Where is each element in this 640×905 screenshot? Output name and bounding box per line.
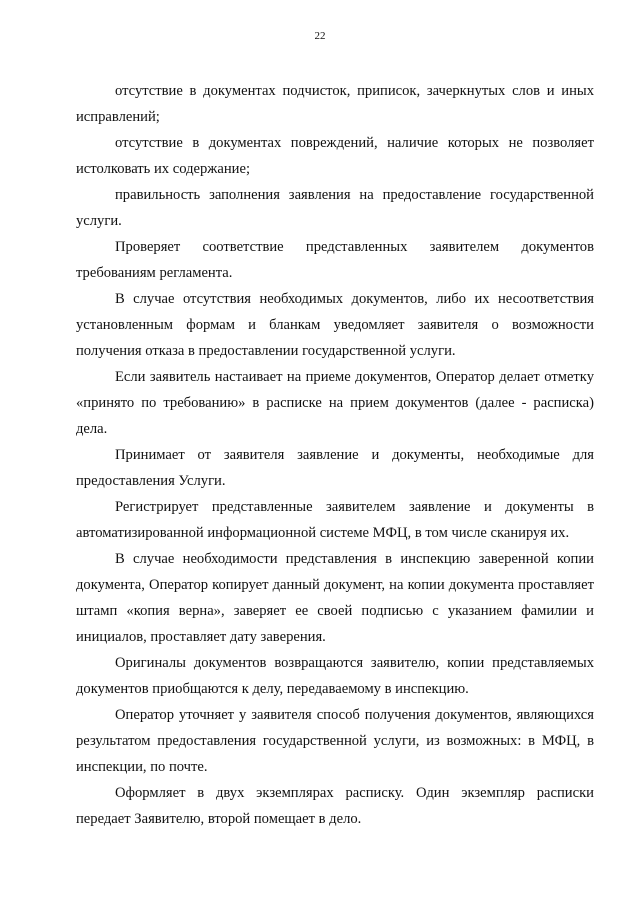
paragraph: В случае отсутствия необходимых документов, либо их несоответствия установленным формам и бланкам уведомляет заявителя о возможности получения отказа в предоставлении государственной услуги. — [76, 291, 594, 359]
paragraph: правильность заполнения заявления на предоставление государственной услуги. — [76, 187, 594, 229]
paragraph: Принимает от заявителя заявление и документы, необходимые для предоставления Услуги. — [76, 447, 594, 489]
document-body — [76, 78, 594, 832]
paragraph: Оформляет в двух экземплярах расписку. Один экземпляр расписки передает Заявителю, второй помещает в дело. — [76, 785, 594, 827]
paragraph: Проверяет соответствие представленных заявителем документов требованиям регламента. — [76, 239, 594, 281]
paragraph: Оператор уточняет у заявителя способ получения документов, являющихся результатом предоставления государственной услуги, из возможных: в МФЦ, в инспекции, по почте. — [76, 707, 594, 775]
paragraph: Регистрирует представленные заявителем заявление и документы в автоматизированной информационной системе МФЦ, в том числе сканируя их. — [76, 499, 594, 541]
paragraph: Оригиналы документов возвращаются заявителю, копии представляемых документов приобщаются к делу, передаваемому в инспекцию. — [76, 655, 594, 697]
page-number: 22 — [314, 30, 326, 42]
paragraph: отсутствие в документах подчисток, приписок, зачеркнутых слов и иных исправлений; — [76, 83, 594, 125]
paragraph: В случае необходимости представления в инспекцию заверенной копии документа, Оператор копирует данный документ, на копии документа проставляет штамп «копия верна», заверяет ее своей подписью с указанием фамилии и инициалов, проставляет дату заверения. — [76, 551, 594, 645]
paragraph: отсутствие в документах повреждений, наличие которых не позволяет истолковать их содержание; — [76, 135, 594, 177]
paragraph: Если заявитель настаивает на приеме документов, Оператор делает отметку «принято по требованию» в расписке на прием документов (далее - расписка) дела. — [76, 369, 594, 437]
